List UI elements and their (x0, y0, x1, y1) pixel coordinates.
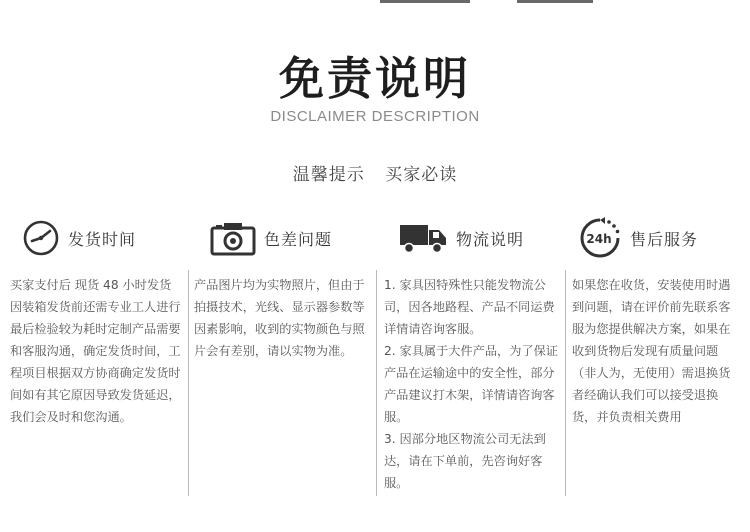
top-edge-fragments (0, 0, 750, 6)
section-paragraph: 如果您在收货，安装使用时遇到问题，请在评价前先联系客服为您提供解决方案，如果在收到货物后发现有质量问题（非人为，无使用）需退换货者经确认我们可以接受退换货，并负责相关费用 (572, 278, 731, 424)
24h-service-icon (578, 216, 622, 260)
section-header-after-sales (578, 212, 698, 264)
section-header-shipping-time (22, 212, 136, 264)
cropped-text-fragment (380, 0, 470, 3)
section-title: 色差问题 (264, 229, 333, 249)
icon-text: 24h (586, 232, 612, 246)
column-divider (565, 270, 566, 496)
section-title: 物流说明 (456, 229, 525, 249)
section-body-after-sales (572, 270, 742, 428)
section-paragraph: 2. 家具属于大件产品，为了保证产品在运输途中的安全性，部分产品建议打木架，详情请咨询客服。 (384, 344, 558, 424)
section-paragraph: 1. 家具因特殊性只能发物流公司，因各地路程、产品不同运费详情请咨询客服。 (384, 278, 555, 336)
section-body-shipping-time (10, 270, 184, 428)
section-title: 发货时间 (68, 229, 137, 249)
column-divider (188, 270, 189, 496)
truck-icon (398, 220, 448, 256)
camera-icon (210, 220, 256, 256)
page-title: 免责说明 (278, 52, 471, 105)
section-header-logistics (398, 212, 524, 264)
column-divider (376, 270, 377, 496)
tagline: 温馨提示 买家必读 (292, 165, 458, 185)
sections-body (0, 270, 750, 532)
cropped-text-fragment (517, 0, 593, 3)
page-subtitle: DISCLAIMER DESCRIPTION (270, 108, 480, 125)
section-paragraph: 买家支付后 现货 48 小时发货 因装箱发货前还需专业工人进行最后检验较为耗时定制产品需要和客服沟通，确定发货时间，工程项目根据双方协商确定发货时间如有其它原因导致发货延迟，我们会及时和您沟通。 (10, 278, 181, 424)
section-body-color-difference (194, 270, 370, 362)
section-paragraph: 产品图片均为实物照片，但由于拍摄技术，光线、显示器参数等因素影响，收到的实物颜色与照片会有差别，请以实物为准。 (194, 278, 365, 358)
section-body-logistics (384, 270, 562, 494)
section-headers (0, 212, 750, 268)
clock-icon (22, 219, 60, 257)
section-paragraph: 3. 因部分地区物流公司无法到达，请在下单前，先咨询好客服。 (384, 432, 546, 490)
section-header-color-difference (210, 212, 332, 264)
section-title: 售后服务 (630, 229, 699, 249)
